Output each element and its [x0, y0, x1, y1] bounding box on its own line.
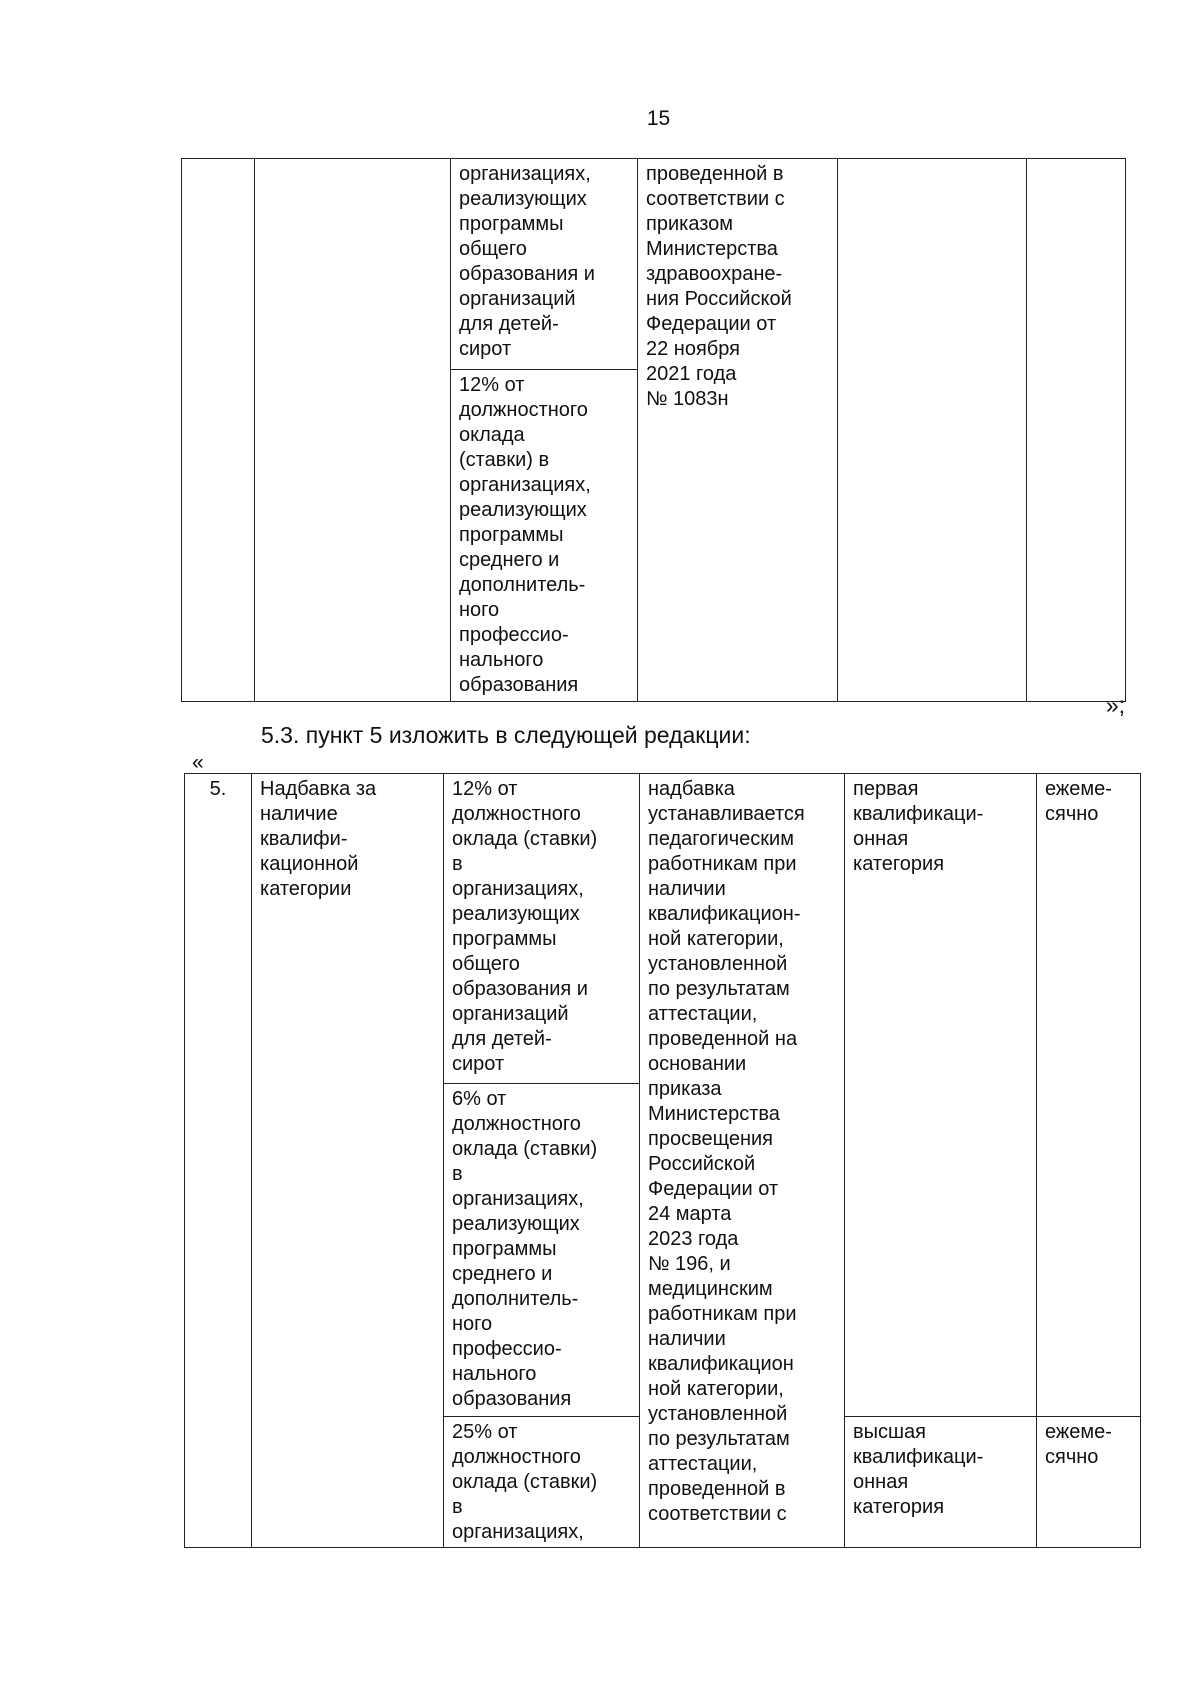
cell-text-line: по результатам: [648, 978, 790, 1000]
cell-text-line: организациях,: [459, 163, 591, 185]
cell-text-line: просвещения: [648, 1128, 773, 1150]
cell-text-line: работникам при: [648, 1303, 797, 1325]
cell-text-line: должностного: [459, 399, 588, 421]
cell-text-line: здравоохране-: [646, 263, 783, 285]
cell-text-line: (ставки) в: [459, 449, 550, 471]
amendment-instruction: 5.3. пункт 5 изложить в следующей редакции:: [261, 722, 751, 748]
table-cell-condition: [640, 774, 845, 1548]
cell-text-line: образования: [459, 674, 579, 696]
cell-text-line: наличии: [648, 878, 726, 900]
cell-text-line: установленной: [648, 953, 788, 975]
continued-allowance-table: [181, 158, 1126, 702]
cell-text-line: наличии: [648, 1328, 726, 1350]
cell-text-line: высшая: [853, 1421, 926, 1443]
cell-text-line: надбавка: [648, 778, 735, 800]
cell-text-line: 2021 года: [646, 363, 737, 385]
cell-text-line: программы: [452, 928, 557, 950]
cell-text-line: реализующих: [452, 903, 580, 925]
table-cell-name: [255, 159, 451, 702]
cell-text-line: 24 марта: [648, 1203, 732, 1225]
closing-quote: »;: [1105, 692, 1125, 718]
table-cell-periodicity: [1037, 1417, 1141, 1548]
cell-text-line: должностного: [452, 1446, 581, 1468]
cell-text-line: программы: [459, 524, 564, 546]
cell-text-line: квалифи-: [260, 828, 348, 850]
cell-text-line: программы: [452, 1238, 557, 1260]
table-cell-amount: [444, 1084, 640, 1417]
cell-text-line: оклада (ставки): [452, 1138, 598, 1160]
cell-text-line: аттестации,: [648, 1003, 758, 1025]
cell-text-line: должностного: [452, 803, 581, 825]
table-cell-name: [252, 774, 444, 1548]
cell-text-line: устанавливается: [648, 803, 805, 825]
cell-text-line: квалификаци-: [853, 1446, 984, 1468]
cell-text-line: Федерации от: [646, 313, 777, 335]
cell-text-line: реализующих: [459, 499, 587, 521]
cell-text-line: должностного: [452, 1113, 581, 1135]
cell-text-line: ежеме-: [1045, 1421, 1112, 1443]
cell-text-line: установленной: [648, 1403, 788, 1425]
cell-text-line: 2023 года: [648, 1228, 739, 1250]
cell-text-line: для детей-: [459, 313, 559, 335]
table-cell-periodicity: [1037, 774, 1141, 1417]
cell-text-line: сирот: [452, 1053, 505, 1075]
cell-text-line: медицинским: [648, 1278, 773, 1300]
cell-text-line: Российской: [648, 1153, 756, 1175]
cell-text-line: онная: [853, 828, 909, 850]
cell-text-line: реализующих: [452, 1213, 580, 1235]
cell-text-line: для детей-: [452, 1028, 552, 1050]
cell-text-line: онная: [853, 1471, 909, 1493]
cell-text-line: № 196, и: [648, 1253, 731, 1275]
cell-text-line: организациях,: [452, 878, 584, 900]
cell-text-line: организаций: [452, 1003, 569, 1025]
cell-text-line: реализующих: [459, 188, 587, 210]
qualification-allowance-table: [184, 773, 1141, 1548]
cell-text-line: работникам при: [648, 853, 797, 875]
cell-text-line: 25% от: [452, 1421, 518, 1443]
cell-text-line: образования и: [452, 978, 588, 1000]
table-cell-condition: [638, 159, 838, 702]
opening-quote: «: [192, 751, 204, 774]
cell-text-line: Федерации от: [648, 1178, 779, 1200]
cell-text-line: основании: [648, 1053, 747, 1075]
cell-text-line: № 1083н: [646, 388, 729, 410]
cell-text-line: дополнитель-: [452, 1288, 579, 1310]
cell-text-line: сирот: [459, 338, 512, 360]
cell-text-line: общего: [459, 238, 527, 260]
table-cell-category: [838, 159, 1027, 702]
cell-text-line: организациях,: [452, 1521, 584, 1543]
table-cell-number: [182, 159, 255, 702]
cell-text-line: ного: [459, 599, 500, 621]
cell-text-line: организациях,: [452, 1188, 584, 1210]
cell-text-line: 22 ноября: [646, 338, 740, 360]
cell-text-line: нального: [452, 1363, 537, 1385]
cell-text-line: Министерства: [648, 1103, 780, 1125]
cell-text-line: в: [452, 1163, 463, 1185]
cell-text-line: оклада (ставки): [452, 828, 598, 850]
cell-text-line: профессио-: [459, 624, 569, 646]
cell-text-line: ния Российской: [646, 288, 792, 310]
cell-text-line: оклада (ставки): [452, 1471, 598, 1493]
cell-text-line: в: [452, 853, 463, 875]
cell-text-line: организаций: [459, 288, 576, 310]
cell-text-line: категории: [260, 878, 352, 900]
table-cell-periodicity: [1027, 159, 1126, 702]
cell-text-line: программы: [459, 213, 564, 235]
cell-text-line: квалификацион-: [648, 903, 801, 925]
cell-text-line: по результатам: [648, 1428, 790, 1450]
cell-text-line: ного: [452, 1313, 493, 1335]
cell-text-line: Надбавка за: [260, 778, 377, 800]
cell-text-line: наличие: [260, 803, 338, 825]
cell-text-line: квалификацион: [648, 1353, 794, 1375]
cell-text-line: категория: [853, 853, 945, 875]
cell-text-line: ежеме-: [1045, 778, 1112, 800]
cell-text-line: первая: [853, 778, 919, 800]
cell-text-line: квалификаци-: [853, 803, 984, 825]
cell-text-line: образования и: [459, 263, 595, 285]
table-cell-number: 5.: [185, 774, 252, 1548]
cell-text-line: в: [452, 1496, 463, 1518]
cell-text-line: 12% от: [452, 778, 518, 800]
cell-text-line: ной категории,: [648, 928, 784, 950]
cell-text-line: 12% от: [459, 374, 525, 396]
table-cell-amount: [451, 370, 638, 702]
cell-text-line: организациях,: [459, 474, 591, 496]
table-cell-amount: [451, 159, 638, 370]
table-cell-category: [845, 774, 1037, 1417]
cell-text-line: оклада: [459, 424, 525, 446]
table-cell-category: [845, 1417, 1037, 1548]
cell-text-line: образования: [452, 1388, 572, 1410]
table-cell-amount: [444, 1417, 640, 1548]
cell-text-line: среднего и: [452, 1263, 553, 1285]
cell-text-line: дополнитель-: [459, 574, 586, 596]
cell-text-line: соответствии с: [646, 188, 785, 210]
cell-text-line: соответствии с: [648, 1503, 787, 1525]
cell-text-line: сячно: [1045, 1446, 1099, 1468]
cell-text-line: категория: [853, 1496, 945, 1518]
cell-text-line: нального: [459, 649, 544, 671]
cell-text-line: приказа: [648, 1078, 722, 1100]
cell-text-line: кационной: [260, 853, 359, 875]
cell-text-line: сячно: [1045, 803, 1099, 825]
table-cell-amount: [444, 774, 640, 1084]
cell-text-line: Министерства: [646, 238, 778, 260]
cell-text-line: педагогическим: [648, 828, 794, 850]
cell-text-line: приказом: [646, 213, 734, 235]
cell-text-line: проведенной на: [648, 1028, 798, 1050]
cell-text-line: общего: [452, 953, 520, 975]
cell-text-line: ной категории,: [648, 1378, 784, 1400]
cell-text-line: 6% от: [452, 1088, 507, 1110]
page-number: 15: [646, 107, 671, 130]
cell-text-line: аттестации,: [648, 1453, 758, 1475]
cell-text-line: проведенной в: [648, 1478, 786, 1500]
cell-text-line: среднего и: [459, 549, 560, 571]
cell-text-line: профессио-: [452, 1338, 562, 1360]
cell-text-line: проведенной в: [646, 163, 784, 185]
